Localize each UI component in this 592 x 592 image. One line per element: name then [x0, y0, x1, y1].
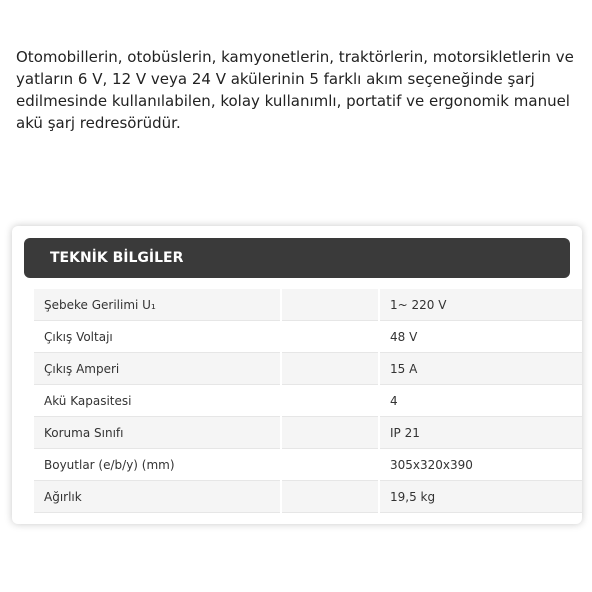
spec-value: 305x320x390 — [379, 449, 582, 481]
specs-table — [34, 289, 582, 513]
spec-spacer — [281, 481, 379, 513]
spec-value: IP 21 — [379, 417, 582, 449]
spec-label: Çıkış Amperi — [34, 353, 281, 385]
table-row — [34, 289, 582, 321]
spec-spacer — [281, 449, 379, 481]
table-row — [34, 449, 582, 481]
spec-spacer — [281, 385, 379, 417]
spec-value: 15 A — [379, 353, 582, 385]
spec-value: 48 V — [379, 321, 582, 353]
spec-label: Şebeke Gerilimi U₁ — [34, 289, 281, 321]
spec-value: 1~ 220 V — [379, 289, 582, 321]
spec-value: 19,5 kg — [379, 481, 582, 513]
spec-spacer — [281, 417, 379, 449]
technical-specs-card — [12, 226, 582, 524]
spec-label: Boyutlar (e/b/y) (mm) — [34, 449, 281, 481]
table-row — [34, 385, 582, 417]
spec-label: Çıkış Voltajı — [34, 321, 281, 353]
table-row — [34, 353, 582, 385]
table-row — [34, 321, 582, 353]
table-row — [34, 481, 582, 513]
specs-header: TEKNİK BİLGİLER — [24, 238, 570, 278]
product-description: Otomobillerin, otobüslerin, kamyonetlerin, traktörlerin, motorsikletlerin ve yatların 6 V, 12 V veya 24 V akülerinin 5 farklı akım seçeneğinde şarj edilmesinde kullanılabilen, kolay kullanımlı, portatif ve ergonomik manuel akü şarj redresörüdür. — [16, 48, 574, 132]
spec-spacer — [281, 353, 379, 385]
spec-label: Ağırlık — [34, 481, 281, 513]
spec-label: Koruma Sınıfı — [34, 417, 281, 449]
spec-spacer — [281, 289, 379, 321]
spec-label: Akü Kapasitesi — [34, 385, 281, 417]
spec-value: 4 — [379, 385, 582, 417]
spec-spacer — [281, 321, 379, 353]
table-row — [34, 417, 582, 449]
